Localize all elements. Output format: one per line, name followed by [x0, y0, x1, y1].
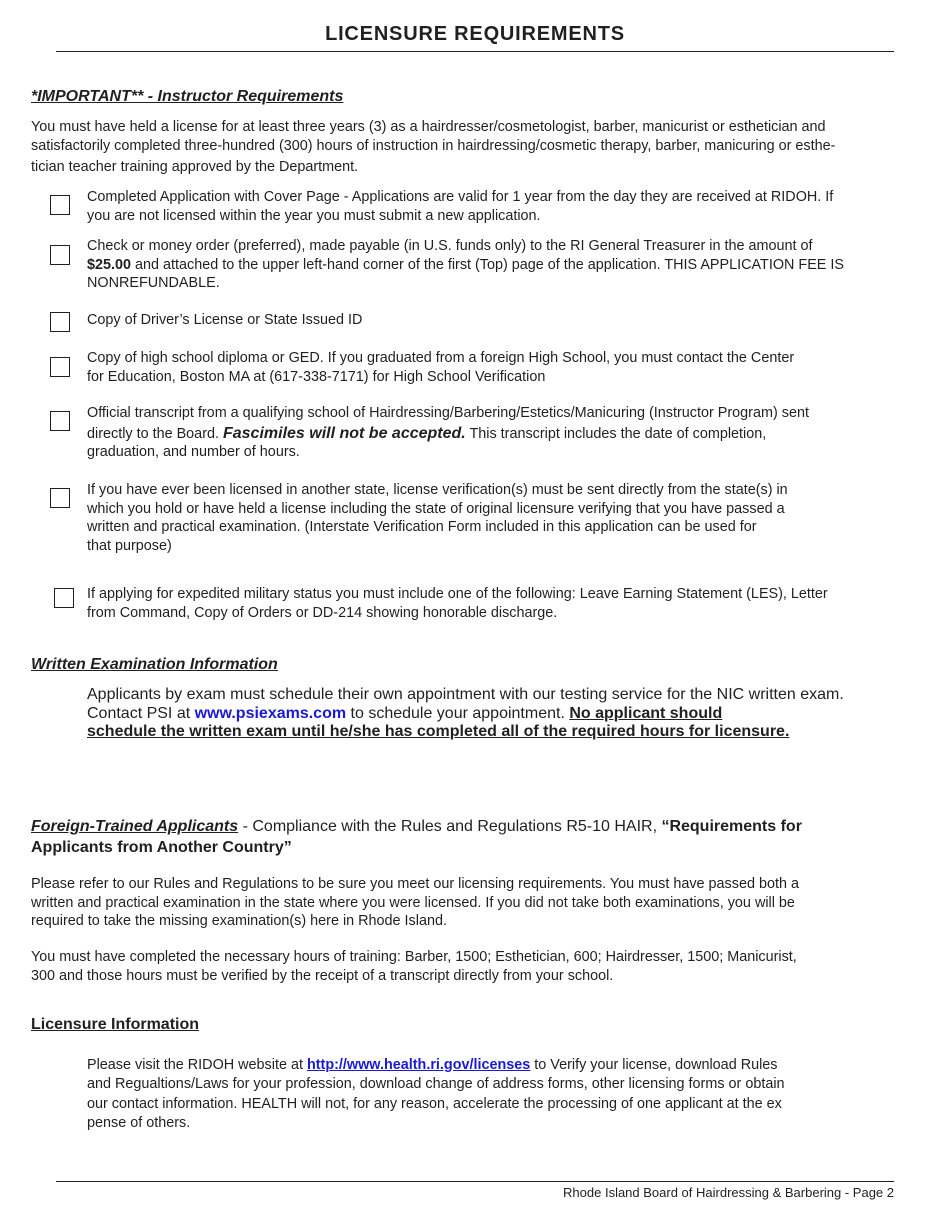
item-transcript: Official transcript from a qualifying school of Hairdressing/Barbering/Estetics/Manicuring (Instructor Program) sent directly to the Board. Fascimiles will not be accepted. This transcript includes the date of completion, graduation, and number of hours. — [87, 405, 809, 460]
fascimiles-notice: Fascimiles will not be accepted. — [222, 424, 466, 442]
item-military: If applying for expedited military status you must include one of the following: Leave Earning Statement (LES), Letter from Command, Copy of Orders or DD-214 showing honorable discharge. — [87, 586, 828, 621]
foreign-para-1: Please refer to our Rules and Regulations to be sure you meet our licensing requirements. You must have passed both a written and practical examination in the state where you were licensed. If you did not take both examinations, you will be required to take the missing examination(s) here in Rhode Island. — [31, 876, 799, 929]
licensure-text: Please visit the RIDOH website at http://www.health.ri.gov/licenses to Verify your license, download Rules and Regualtions/Laws for your profession, download change of address forms, other licensing forms or obtain our contact information. HEALTH will not, for any reason, accelerate the processing of one applicant at the ex pense of others. — [87, 1057, 785, 1131]
item-drivers-license: Copy of Driver’s License or State Issued ID — [87, 312, 363, 328]
instructor-intro: You must have held a license for at least three years (3) as a hairdresser/cosmetologist, barber, manicurist or esthetician and satisfactorily completed three-hundred (300) hours of instruction in hairdressing/cosmetic therapy, barber, manicuring or esthe- tician teacher training approved by the Department. — [31, 119, 836, 175]
checkbox-transcript[interactable] — [50, 411, 70, 431]
psi-link[interactable]: www.psiexams.com — [194, 704, 347, 722]
checkbox-diploma[interactable] — [50, 357, 70, 377]
foreign-heading: Foreign-Trained Applicants — [31, 818, 239, 835]
licensure-heading: Licensure Information — [31, 1016, 200, 1033]
foreign-header: Foreign-Trained Applicants - Compliance with the Rules and Regulations R5-10 HAIR, “Requirements for Applicants from Another Country” — [31, 818, 802, 856]
footer-rule — [56, 1181, 894, 1182]
checkbox-license-verification[interactable] — [50, 488, 70, 508]
instructor-heading: *IMPORTANT** - Instructor Requirements — [31, 88, 344, 105]
checkbox-application[interactable] — [50, 195, 70, 215]
written-exam-text: Applicants by exam must schedule their own appointment with our testing service for the NIC written exam. Contact PSI at www.psiexams.com to schedule your appointment. No applicant should schedule the written exam until he/she has completed all of the required hours for licensure. — [87, 686, 844, 740]
page-footer: Rhode Island Board of Hairdressing & Barbering - Page 2 — [563, 1185, 894, 1200]
item-application: Completed Application with Cover Page - Applications are valid for 1 year from the day they are received at RIDOH. If you are not licensed within the year you must submit a new application. — [87, 189, 834, 224]
exam-warning-2: schedule the written exam until he/she has completed all of the required hours for licensure. — [87, 723, 790, 740]
item-diploma: Copy of high school diploma or GED. If you graduated from a foreign High School, you must contact the Center for Education, Boston MA at (617-338-7171) for High School Verification — [87, 350, 795, 385]
item-license-verification: If you have ever been licensed in another state, license verification(s) must be sent directly from the state(s) in which you hold or have held a license including the state of original licensure verifying that you have passed a written and practical examination. (Interstate Verification Form included in this application can be used for that purpose) — [87, 482, 788, 554]
page-title: LICENSURE REQUIREMENTS — [325, 23, 625, 45]
exam-warning-1: No applicant should — [569, 704, 723, 722]
ridoh-link[interactable]: http://www.health.ri.gov/licenses — [306, 1057, 531, 1073]
fee-amount: $25.00 — [87, 256, 132, 273]
checkbox-drivers-license[interactable] — [50, 312, 70, 332]
checkbox-military[interactable] — [54, 588, 74, 608]
foreign-para-2: You must have completed the necessary hours of training: Barber, 1500; Esthetician, 600; Hairdresser, 1500; Manicurist, 300 and those hours must be verified by the receipt of a transcript directly from your school. — [31, 949, 797, 984]
written-exam-heading: Written Examination Information — [31, 656, 278, 673]
item-fee: Check or money order (preferred), made payable (in U.S. funds only) to the RI General Treasurer in the amount of $25.00 and attached to the upper left-hand corner of the first (Top) page of the application. THIS APPLICATION FEE IS NONREFUNDABLE. — [87, 238, 845, 291]
header-rule — [56, 51, 894, 52]
checkbox-fee[interactable] — [50, 245, 70, 265]
